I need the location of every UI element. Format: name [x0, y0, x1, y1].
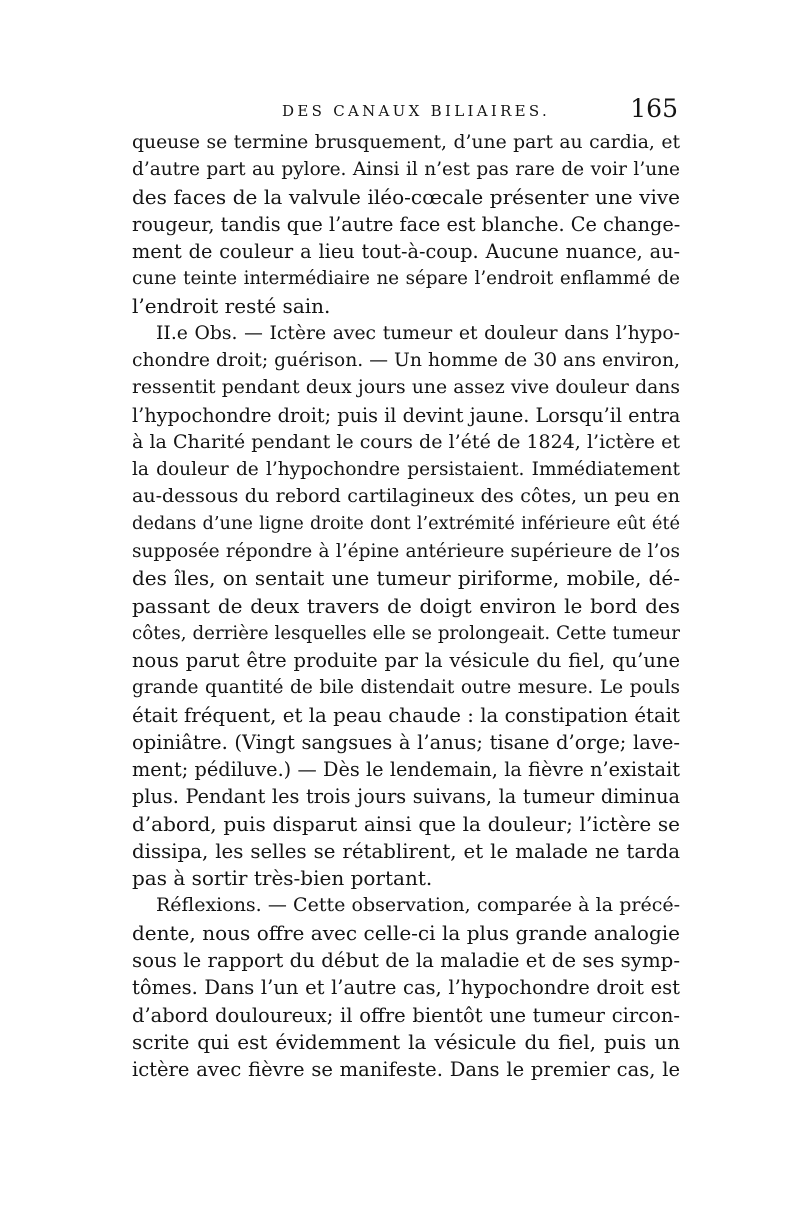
- text-line: au-dessous du rebord cartilagineux des côtes, un peu en: [132, 485, 680, 508]
- running-head: [132, 96, 680, 130]
- text-line: queuse se termine brusquement, d’une part au cardia, et: [132, 132, 680, 153]
- text-line: rougeur, tandis que l’autre face est blanche. Ce change-: [132, 212, 681, 236]
- text-line: dente, nous offre avec celle-ci la plus grande analogie: [132, 920, 680, 945]
- text-line: ictère avec fièvre se manifeste. Dans le premier cas, le: [132, 1058, 680, 1082]
- text-line: d’abord, puis disparut ainsi que la douleur; l’ictère se: [132, 811, 680, 836]
- text-line: des îles, on sentait une tumeur piriforme, mobile, dé-: [132, 566, 680, 591]
- text-line: supposée répondre à l’épine antérieure supérieure de l’os: [132, 540, 680, 562]
- text-line: l’endroit resté sain.: [132, 293, 331, 318]
- text-line: pas à sortir très-bien portant.: [132, 866, 433, 891]
- text-line: opiniâtre. (Vingt sangsues à l’anus; tisane d’orge; lave-: [132, 730, 680, 754]
- text-line: cune teinte intermédiaire ne sépare l’endroit enflammé de: [132, 268, 680, 290]
- text-line: dissipa, les selles se rétablirent, et le malade ne tarda: [132, 839, 680, 863]
- text-line: passant de deux travers de doigt environ le bord des: [132, 593, 680, 618]
- text-line: sous le rapport du début de la maladie et de ses symp-: [132, 948, 680, 972]
- text-line: à la Charité pendant le cours de l’été de 1824, l’ictère et: [132, 430, 680, 453]
- text-line: l’hypochondre droit; puis il devint jaune. Lorsqu’il entra: [132, 403, 681, 427]
- text-line: nous parut être produite par la vésicule du fiel, qu’une: [132, 649, 680, 673]
- text-line: ment; pédiluve.) — Dès le lendemain, la fièvre n’existait: [132, 758, 680, 782]
- text-line: Réflexions. — Cette observation, comparée à la précé-: [156, 894, 680, 917]
- body-text: [132, 129, 680, 1083]
- text-line: II.e Obs. — Ictère avec tumeur et douleur dans l’hypo-: [156, 322, 680, 344]
- text-line: plus. Pendant les trois jours suivans, la tumeur diminua: [132, 785, 680, 809]
- text-line: chondre droit; guérison. — Un homme de 30 ans environ,: [132, 350, 680, 372]
- text-line: ment de couleur a lieu tout-à-coup. Aucune nuance, au-: [132, 240, 680, 264]
- text-line: d’abord douloureux; il offre bientôt une tumeur circon-: [132, 1003, 680, 1027]
- text-line: scrite qui est évidemment la vésicule du fiel, puis un: [132, 1029, 680, 1054]
- text-line: côtes, derrière lesquelles elle se prolongeait. Cette tumeur: [132, 622, 680, 644]
- text-line: tômes. Dans l’un et l’autre cas, l’hypochondre droit est: [132, 976, 680, 1000]
- text-line: la douleur de l’hypochondre persistaient. Immédiatement: [132, 459, 680, 481]
- page-number: 165: [630, 94, 678, 123]
- text-line: des faces de la valvule iléo-cœcale présenter une vive: [132, 184, 680, 209]
- text-line: était fréquent, et la peau chaude : la constipation était: [132, 703, 680, 727]
- text-line: dedans d’une ligne droite dont l’extrémité inférieure eût été: [132, 513, 680, 534]
- text-line: d’autre part au pylore. Ainsi il n’est pas rare de voir l’une: [132, 159, 680, 181]
- text-line: grande quantité de bile distendait outre mesure. Le pouls: [132, 677, 680, 699]
- running-title: DES CANAUX BILIAIRES.: [282, 102, 551, 120]
- text-line: ressentit pendant deux jours une assez vive douleur dans: [132, 377, 680, 399]
